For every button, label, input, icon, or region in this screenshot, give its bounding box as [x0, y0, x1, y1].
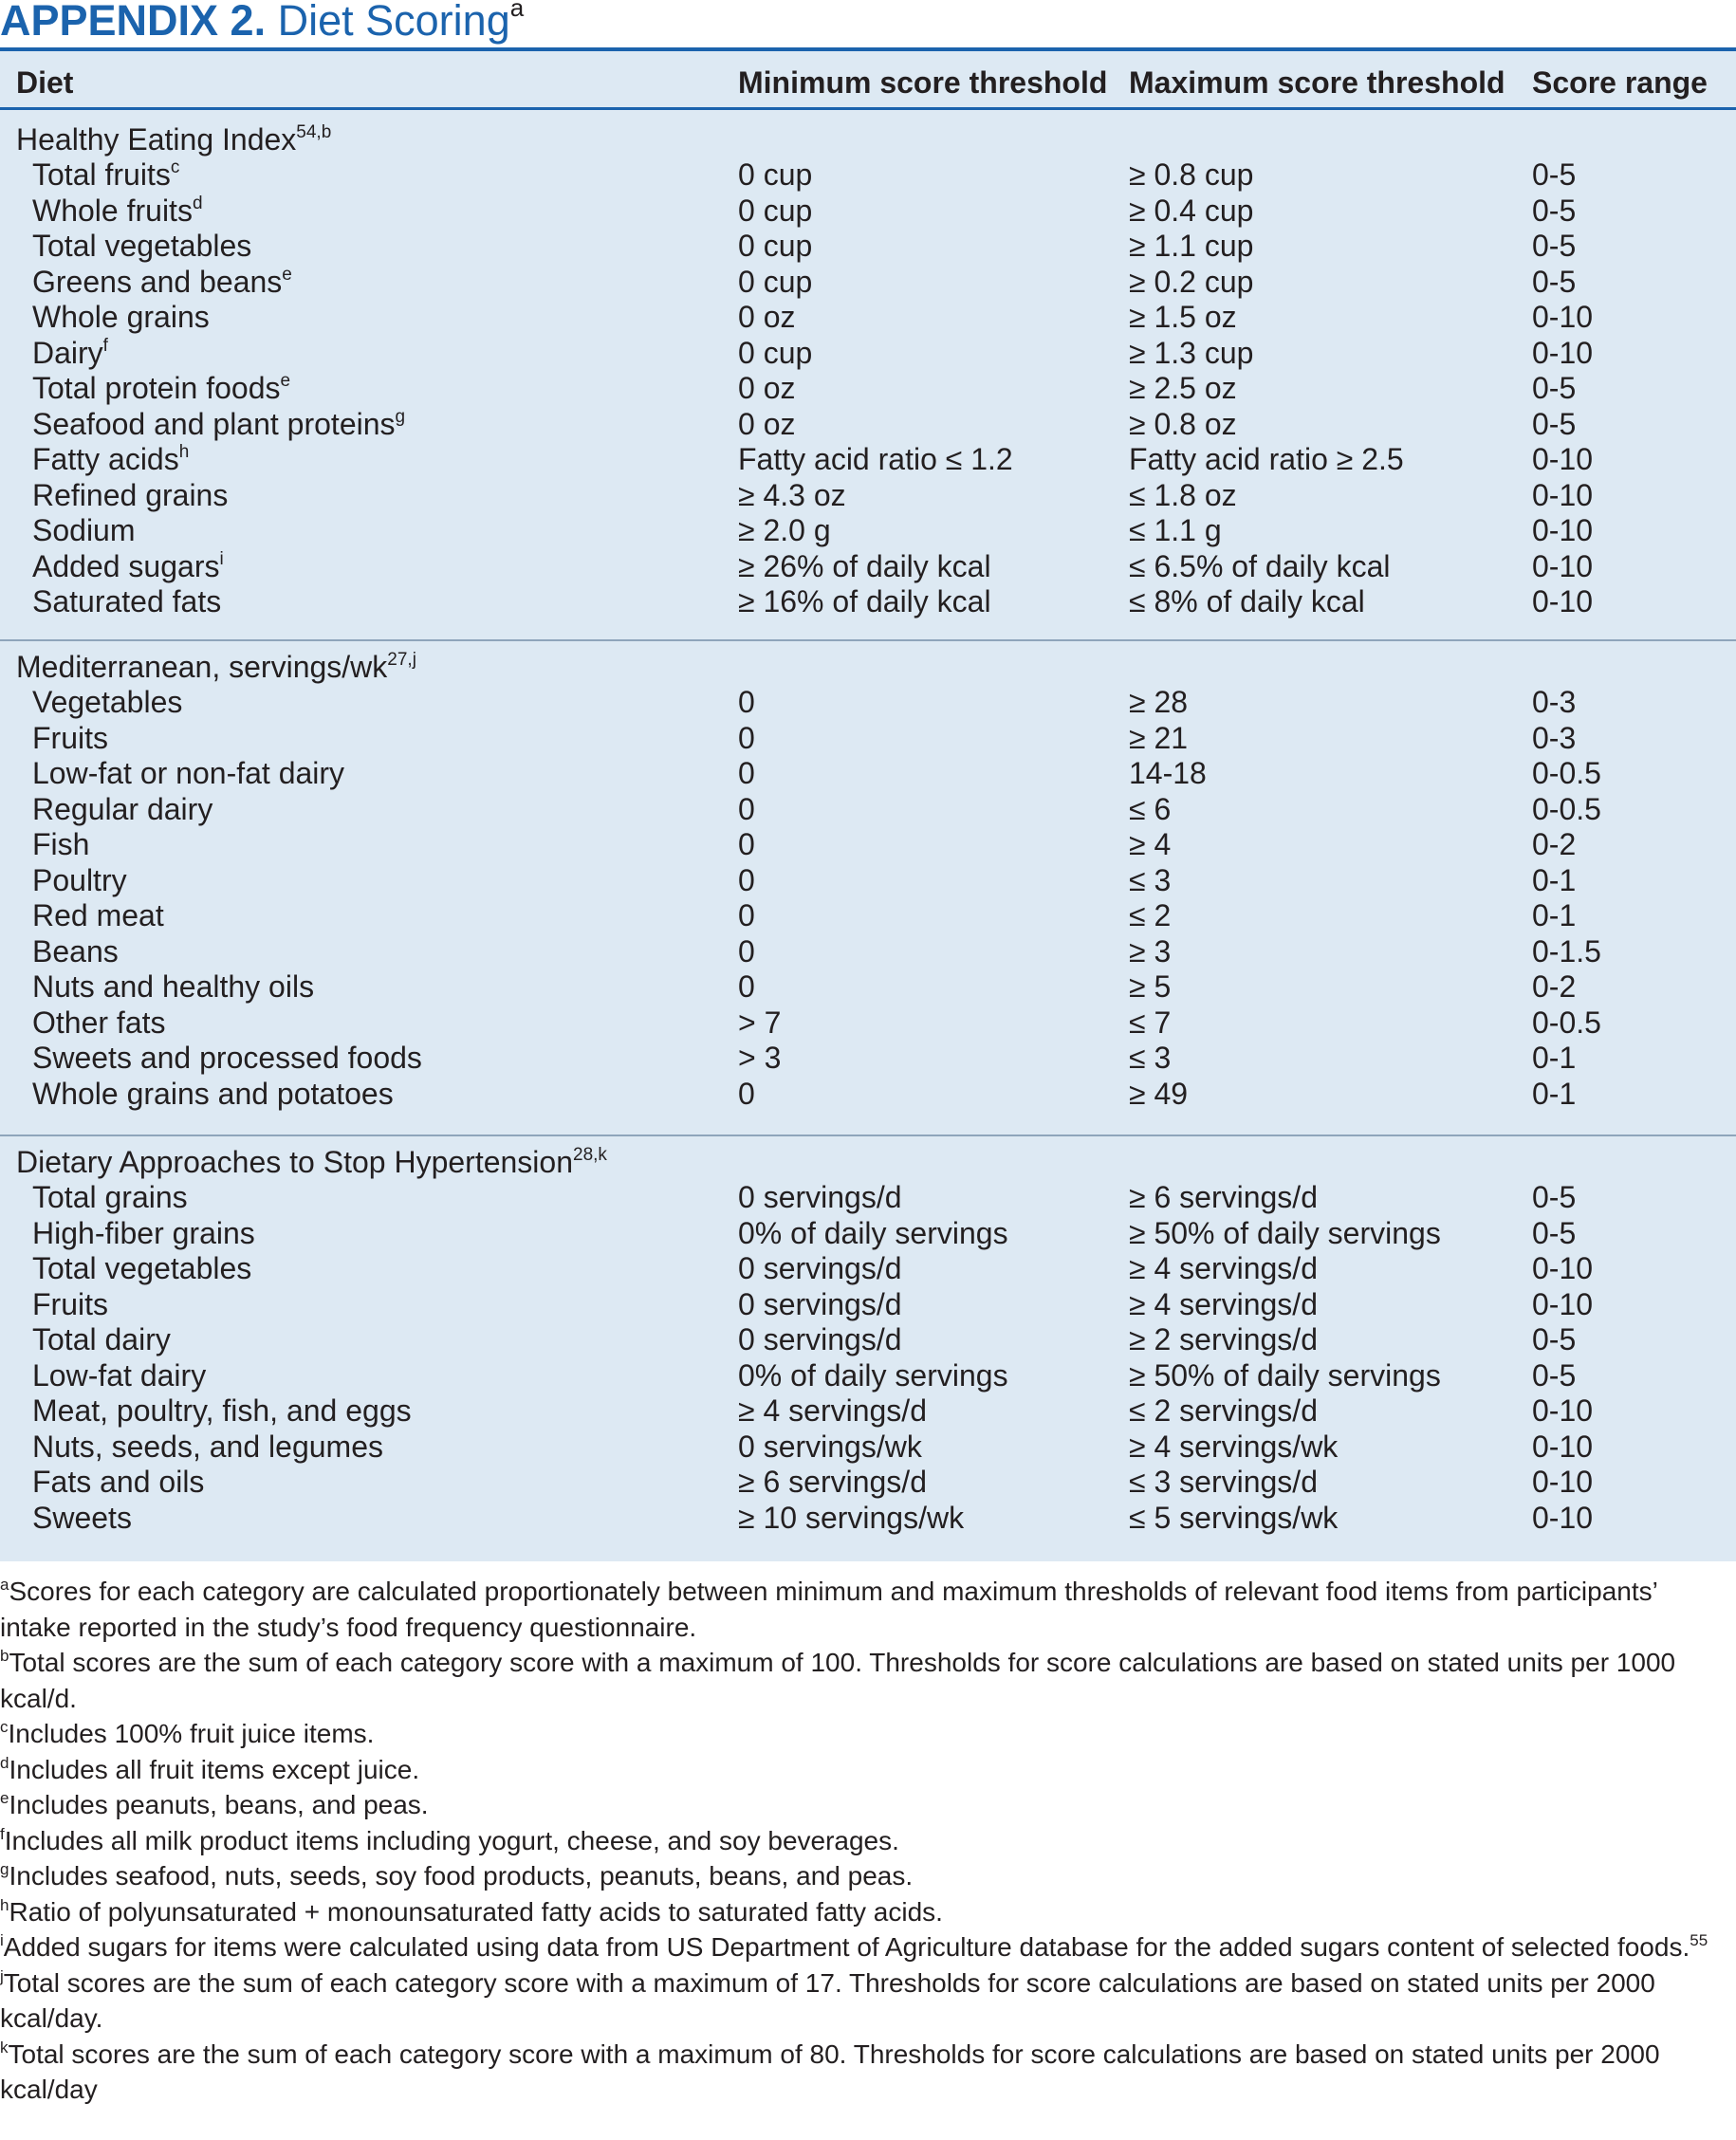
- component-name: Poultry: [32, 862, 127, 897]
- score-range-cell: 0-1: [1532, 1041, 1577, 1075]
- footnote-text: Includes seafood, nuts, seeds, soy food products, peanuts, beans, and peas.: [9, 1861, 914, 1891]
- max-threshold-cell: ≥ 2 servings/d: [1129, 1322, 1318, 1356]
- component-name: Meat, poultry, fish, and eggs: [32, 1393, 412, 1428]
- table-row: [0, 1251, 1736, 1287]
- footnote-text: Ratio of polyunsaturated + monounsaturated fatty acids to saturated fatty acids.: [9, 1896, 943, 1927]
- score-range-cell: 0-10: [1532, 1286, 1594, 1321]
- table-row: [0, 157, 1736, 194]
- group-reference-mark: 28,k: [573, 1145, 607, 1165]
- max-threshold-cell: ≥ 50% of daily servings: [1129, 1357, 1441, 1393]
- score-range-cell: 0-10: [1532, 1465, 1594, 1499]
- footnote-text: Total scores are the sum of each category score with a maximum of 17. Thresholds for score calculations are based on stated units per 2000 kcal/day.: [0, 1967, 1655, 2033]
- score-range-cell: 0-2: [1532, 827, 1577, 861]
- component-name: Total fruits: [32, 157, 171, 192]
- max-threshold-cell: Fatty acid ratio ≥ 2.5: [1129, 442, 1404, 476]
- component-name: Refined grains: [32, 477, 229, 512]
- min-threshold-cell: 0 cup: [738, 229, 813, 263]
- max-threshold-cell: ≥ 0.8 oz: [1129, 406, 1237, 441]
- footnote-text: Includes peanuts, beans, and peas.: [9, 1790, 429, 1819]
- max-threshold-cell: ≥ 0.2 cup: [1129, 264, 1254, 299]
- component-name: Whole fruits: [32, 193, 193, 228]
- score-range-cell: 0-10: [1532, 1251, 1594, 1285]
- max-threshold-cell: ≥ 28: [1129, 685, 1189, 719]
- min-threshold-cell: 0 cup: [738, 157, 813, 192]
- component-name-cell: [32, 685, 182, 721]
- min-threshold-cell: ≥ 26% of daily kcal: [738, 548, 991, 583]
- min-threshold-cell: ≥ 16% of daily kcal: [738, 584, 991, 618]
- component-name-cell: [32, 300, 210, 336]
- component-name-cell: [32, 863, 127, 899]
- component-name-cell: [32, 336, 108, 372]
- component-name-cell: [32, 1077, 394, 1113]
- min-threshold-cell: 0 servings/d: [738, 1286, 902, 1321]
- component-name-cell: [32, 1216, 255, 1252]
- max-threshold-cell: ≥ 1.1 cup: [1129, 229, 1254, 263]
- table-row: [0, 934, 1736, 970]
- component-name-cell: [32, 756, 344, 792]
- title-footnote-mark: a: [509, 0, 525, 22]
- score-range-cell: 0-5: [1532, 1357, 1577, 1393]
- score-range-cell: 0-1.5: [1532, 933, 1601, 969]
- min-threshold-cell: > 7: [738, 1005, 782, 1040]
- max-threshold-cell: ≥ 4 servings/wk: [1129, 1429, 1339, 1464]
- table-row: [0, 336, 1736, 372]
- column-header-range: Score range: [1532, 65, 1708, 100]
- component-name-cell: [32, 827, 89, 863]
- component-name: Fatty acids: [32, 442, 179, 476]
- component-name-cell: [32, 792, 212, 828]
- score-range-cell: 0-3: [1532, 685, 1577, 719]
- component-name-cell: [32, 194, 203, 230]
- component-name-cell: [32, 1287, 108, 1323]
- diet-scoring-table: [0, 47, 1736, 1561]
- min-threshold-cell: 0: [738, 898, 755, 932]
- component-name: Greens and beans: [32, 264, 283, 299]
- max-threshold-cell: ≥ 4 servings/d: [1129, 1286, 1318, 1321]
- score-range-cell: 0-5: [1532, 264, 1577, 299]
- score-range-cell: 0-5: [1532, 371, 1577, 405]
- group-reference-mark: 27,j: [387, 650, 416, 670]
- footnote-text: Scores for each category are calculated proportionately between minimum and maximum thresholds of relevant food items from participants’ intake reported in the study’s food frequency questionnaire.: [0, 1577, 1657, 1642]
- component-name: Fruits: [32, 1286, 108, 1321]
- max-threshold-cell: ≤ 1.1 g: [1129, 513, 1222, 547]
- max-threshold-cell: ≤ 7: [1129, 1005, 1172, 1040]
- min-threshold-cell: ≥ 10 servings/wk: [738, 1500, 965, 1535]
- table-row: [0, 898, 1736, 934]
- component-name: Total protein foods: [32, 371, 281, 405]
- column-header-max: Maximum score threshold: [1129, 65, 1505, 100]
- component-name: Total vegetables: [32, 1251, 252, 1285]
- max-threshold-cell: ≥ 6 servings/d: [1129, 1180, 1318, 1214]
- min-threshold-cell: ≥ 4.3 oz: [738, 477, 846, 512]
- component-name-cell: [32, 229, 251, 265]
- diet-group-title: [16, 649, 416, 685]
- footnote: [0, 1574, 1736, 1645]
- table-row: [0, 1358, 1736, 1394]
- footnote: [0, 1894, 1736, 1930]
- min-threshold-cell: 0 cup: [738, 193, 813, 228]
- max-threshold-cell: ≥ 4 servings/d: [1129, 1251, 1318, 1285]
- component-name: Nuts and healthy oils: [32, 969, 315, 1004]
- min-threshold-cell: 0: [738, 791, 755, 826]
- component-name-cell: [32, 1358, 206, 1394]
- table-row: [0, 229, 1736, 265]
- footnote: [0, 1823, 1736, 1859]
- footnote-text: Includes all milk product items including yogurt, cheese, and soy beverages.: [4, 1825, 899, 1855]
- column-header-diet: Diet: [16, 65, 74, 100]
- min-threshold-cell: ≥ 6 servings/d: [738, 1465, 927, 1499]
- component-name: Fish: [32, 827, 90, 861]
- max-threshold-cell: ≤ 2: [1129, 898, 1172, 932]
- score-range-cell: 0-5: [1532, 193, 1577, 228]
- table-row: [0, 863, 1736, 899]
- min-threshold-cell: 0 oz: [738, 406, 796, 441]
- table-row: [0, 194, 1736, 230]
- footnote-mark: c: [0, 1718, 9, 1736]
- component-name: Total dairy: [32, 1322, 171, 1356]
- table-row: [0, 1393, 1736, 1430]
- component-name: Total vegetables: [32, 229, 252, 263]
- table-row: [0, 513, 1736, 549]
- component-name: Whole grains: [32, 300, 210, 334]
- component-name: Regular dairy: [32, 791, 213, 826]
- table-row: [0, 1180, 1736, 1216]
- min-threshold-cell: 0 cup: [738, 264, 813, 299]
- min-threshold-cell: 0: [738, 720, 755, 755]
- max-threshold-cell: ≥ 0.4 cup: [1129, 193, 1254, 228]
- component-name-cell: [32, 898, 164, 934]
- score-range-cell: 0-5: [1532, 157, 1577, 192]
- max-threshold-cell: ≤ 8% of daily kcal: [1129, 584, 1365, 618]
- component-name: High-fiber grains: [32, 1215, 255, 1250]
- min-threshold-cell: 0% of daily servings: [738, 1357, 1008, 1393]
- table-row: [0, 1430, 1736, 1466]
- max-threshold-cell: ≤ 3 servings/d: [1129, 1465, 1318, 1499]
- component-name-cell: [32, 513, 136, 549]
- score-range-cell: 0-10: [1532, 548, 1594, 583]
- max-threshold-cell: ≥ 4: [1129, 827, 1172, 861]
- component-name: Sweets: [32, 1500, 132, 1535]
- footnote-mark: b: [0, 1647, 9, 1665]
- component-name-cell: [32, 1465, 204, 1501]
- footnotes: [0, 1574, 1736, 2108]
- min-threshold-cell: 0: [738, 969, 755, 1004]
- score-range-cell: 0-10: [1532, 1393, 1594, 1428]
- score-range-cell: 0-10: [1532, 513, 1594, 547]
- component-footnote-mark: e: [282, 264, 292, 285]
- min-threshold-cell: 0 servings/d: [738, 1322, 902, 1356]
- table-row: [0, 549, 1736, 585]
- max-threshold-cell: ≥ 3: [1129, 933, 1172, 969]
- group-name: Mediterranean, servings/wk: [16, 650, 388, 684]
- score-range-cell: 0-0.5: [1532, 756, 1601, 790]
- group-reference-mark: 54,b: [296, 122, 332, 142]
- component-name: Saturated fats: [32, 584, 222, 618]
- max-threshold-cell: ≥ 49: [1129, 1076, 1189, 1111]
- max-threshold-cell: ≥ 2.5 oz: [1129, 371, 1237, 405]
- footnote-text: Total scores are the sum of each category score with a maximum of 80. Thresholds for score calculations are based on stated units per 2000 kcal/day: [0, 2039, 1660, 2104]
- component-name-cell: [32, 1180, 188, 1216]
- max-threshold-cell: ≤ 6.5% of daily kcal: [1129, 548, 1391, 583]
- component-name-cell: [32, 407, 405, 443]
- table-row: [0, 792, 1736, 828]
- min-threshold-cell: 0% of daily servings: [738, 1215, 1008, 1250]
- footnote-mark: h: [0, 1895, 9, 1914]
- min-threshold-cell: 0 oz: [738, 300, 796, 334]
- component-name-cell: [32, 934, 119, 970]
- table-row: [0, 1465, 1736, 1501]
- table-row: [0, 1077, 1736, 1113]
- score-range-cell: 0-5: [1532, 1180, 1577, 1214]
- table-row: [0, 827, 1736, 863]
- footnote-mark: i: [0, 1931, 4, 1949]
- score-range-cell: 0-10: [1532, 300, 1594, 334]
- component-name: Low-fat dairy: [32, 1357, 207, 1393]
- component-footnote-mark: h: [178, 442, 190, 462]
- component-name-cell: [32, 442, 189, 478]
- footnote-reference-mark: 55: [1690, 1931, 1708, 1949]
- footnote-text: Includes all fruit items except juice.: [9, 1754, 420, 1784]
- component-name: Sodium: [32, 513, 136, 547]
- table-row: [0, 756, 1736, 792]
- max-threshold-cell: ≤ 6: [1129, 791, 1172, 826]
- footnote-text: Includes 100% fruit juice items.: [8, 1719, 375, 1748]
- min-threshold-cell: 0 servings/d: [738, 1251, 902, 1285]
- table-row: [0, 721, 1736, 757]
- group-name: Dietary Approaches to Stop Hypertension: [16, 1145, 573, 1179]
- score-range-cell: 0-5: [1532, 1322, 1577, 1356]
- score-range-cell: 0-10: [1532, 335, 1594, 370]
- min-threshold-cell: 0 cup: [738, 335, 813, 370]
- table-row: [0, 1041, 1736, 1077]
- score-range-cell: 0-1: [1532, 1076, 1577, 1111]
- component-name-cell: [32, 584, 221, 620]
- component-name: Whole grains and potatoes: [32, 1076, 394, 1111]
- footnote-mark: d: [0, 1753, 9, 1772]
- group-divider: [0, 1135, 1736, 1136]
- score-range-cell: 0-10: [1532, 442, 1594, 476]
- component-name-cell: [32, 371, 290, 407]
- group-divider: [0, 639, 1736, 641]
- min-threshold-cell: 0: [738, 862, 755, 897]
- component-name: Dairy: [32, 335, 103, 370]
- min-threshold-cell: 0: [738, 827, 755, 861]
- max-threshold-cell: ≥ 21: [1129, 720, 1189, 755]
- min-threshold-cell: 0 servings/wk: [738, 1429, 922, 1464]
- table-row: [0, 584, 1736, 620]
- component-name-cell: [32, 549, 224, 585]
- max-threshold-cell: ≥ 0.8 cup: [1129, 157, 1254, 192]
- component-footnote-mark: c: [170, 157, 180, 177]
- component-name-cell: [32, 1005, 166, 1042]
- diet-group-title: [16, 121, 331, 157]
- table-row: [0, 1005, 1736, 1042]
- table-row: [0, 1216, 1736, 1252]
- column-header-min: Minimum score threshold: [738, 65, 1108, 100]
- component-name: Vegetables: [32, 685, 183, 719]
- min-threshold-cell: 0: [738, 1076, 755, 1111]
- footnote-text: Added sugars for items were calculated using data from US Department of Agriculture database for the added sugars content of selected foods.: [3, 1932, 1690, 1962]
- min-threshold-cell: > 3: [738, 1041, 782, 1075]
- component-name-cell: [32, 157, 179, 194]
- footnote: [0, 1645, 1736, 1716]
- max-threshold-cell: ≥ 1.3 cup: [1129, 335, 1254, 370]
- footnote-text: Total scores are the sum of each category score with a maximum of 100. Thresholds for score calculations are based on stated units per 1000 kcal/d.: [0, 1648, 1676, 1713]
- score-range-cell: 0-10: [1532, 1429, 1594, 1464]
- min-threshold-cell: Fatty acid ratio ≤ 1.2: [738, 442, 1013, 476]
- footnote-mark: j: [0, 1966, 4, 1985]
- table-header: [0, 47, 1736, 110]
- footnote-mark: f: [0, 1824, 5, 1843]
- table-row: [0, 442, 1736, 478]
- component-name: Sweets and processed foods: [32, 1041, 422, 1075]
- min-threshold-cell: 0: [738, 756, 755, 790]
- max-threshold-cell: ≥ 5: [1129, 969, 1172, 1004]
- max-threshold-cell: ≤ 3: [1129, 1041, 1172, 1075]
- score-range-cell: 0-10: [1532, 584, 1594, 618]
- min-threshold-cell: 0 oz: [738, 371, 796, 405]
- component-name-cell: [32, 969, 314, 1005]
- component-name-cell: [32, 265, 292, 301]
- score-range-cell: 0-1: [1532, 898, 1577, 932]
- appendix-label: APPENDIX 2.: [0, 0, 267, 45]
- table-row: [0, 300, 1736, 336]
- component-name: Low-fat or non-fat dairy: [32, 756, 345, 790]
- table-row: [0, 1501, 1736, 1537]
- min-threshold-cell: 0: [738, 685, 755, 719]
- max-threshold-cell: ≤ 3: [1129, 862, 1172, 897]
- score-range-cell: 0-10: [1532, 1500, 1594, 1535]
- component-name-cell: [32, 1251, 251, 1287]
- appendix-title: [0, 0, 524, 46]
- min-threshold-cell: ≥ 2.0 g: [738, 513, 831, 547]
- component-name-cell: [32, 1041, 422, 1077]
- component-name-cell: [32, 1430, 383, 1466]
- max-threshold-cell: ≤ 2 servings/d: [1129, 1393, 1318, 1428]
- footnote: [0, 2037, 1736, 2108]
- table-row: [0, 1287, 1736, 1323]
- footnote: [0, 1716, 1736, 1752]
- component-name-cell: [32, 1501, 132, 1537]
- component-name: Seafood and plant proteins: [32, 406, 396, 441]
- component-name: Added sugars: [32, 548, 220, 583]
- score-range-cell: 0-3: [1532, 720, 1577, 755]
- component-name-cell: [32, 1322, 171, 1358]
- footnote-mark: e: [0, 1789, 9, 1807]
- score-range-cell: 0-2: [1532, 969, 1577, 1004]
- footnote: [0, 1965, 1736, 2037]
- score-range-cell: 0-0.5: [1532, 791, 1601, 826]
- max-threshold-cell: ≤ 1.8 oz: [1129, 477, 1237, 512]
- component-footnote-mark: g: [395, 406, 406, 427]
- diet-group-title: [16, 1144, 607, 1180]
- score-range-cell: 0-10: [1532, 477, 1594, 512]
- footnote: [0, 1752, 1736, 1788]
- table-row: [0, 478, 1736, 514]
- score-range-cell: 0-0.5: [1532, 1005, 1601, 1040]
- component-name: Fruits: [32, 720, 108, 755]
- footnote-mark: g: [0, 1860, 9, 1878]
- component-footnote-mark: d: [192, 193, 203, 213]
- min-threshold-cell: 0 servings/d: [738, 1180, 902, 1214]
- min-threshold-cell: 0: [738, 933, 755, 969]
- component-footnote-mark: i: [219, 548, 224, 569]
- group-name: Healthy Eating Index: [16, 122, 297, 157]
- component-footnote-mark: e: [280, 371, 291, 391]
- component-name-cell: [32, 1393, 412, 1430]
- table-row: [0, 685, 1736, 721]
- component-name: Red meat: [32, 898, 164, 932]
- footnote: [0, 1929, 1736, 1965]
- max-threshold-cell: ≥ 1.5 oz: [1129, 300, 1237, 334]
- component-name: Other fats: [32, 1005, 166, 1040]
- table-row: [0, 371, 1736, 407]
- score-range-cell: 0-5: [1532, 406, 1577, 441]
- score-range-cell: 0-5: [1532, 1215, 1577, 1250]
- footnote-mark: k: [0, 2038, 9, 2057]
- component-name: Beans: [32, 933, 119, 969]
- max-threshold-cell: ≥ 50% of daily servings: [1129, 1215, 1441, 1250]
- table-row: [0, 969, 1736, 1005]
- component-name: Fats and oils: [32, 1465, 205, 1499]
- appendix-heading: Diet Scoring: [277, 0, 510, 45]
- component-footnote-mark: f: [102, 335, 108, 356]
- score-range-cell: 0-5: [1532, 229, 1577, 263]
- max-threshold-cell: ≤ 5 servings/wk: [1129, 1500, 1339, 1535]
- component-name: Total grains: [32, 1180, 188, 1214]
- footnote: [0, 1787, 1736, 1823]
- footnote: [0, 1858, 1736, 1894]
- table-row: [0, 1322, 1736, 1358]
- table-row: [0, 407, 1736, 443]
- min-threshold-cell: ≥ 4 servings/d: [738, 1393, 927, 1428]
- score-range-cell: 0-1: [1532, 862, 1577, 897]
- component-name-cell: [32, 478, 228, 514]
- component-name: Nuts, seeds, and legumes: [32, 1429, 383, 1464]
- table-row: [0, 265, 1736, 301]
- component-name-cell: [32, 721, 108, 757]
- max-threshold-cell: 14-18: [1129, 756, 1207, 790]
- footnote-mark: a: [0, 1576, 9, 1594]
